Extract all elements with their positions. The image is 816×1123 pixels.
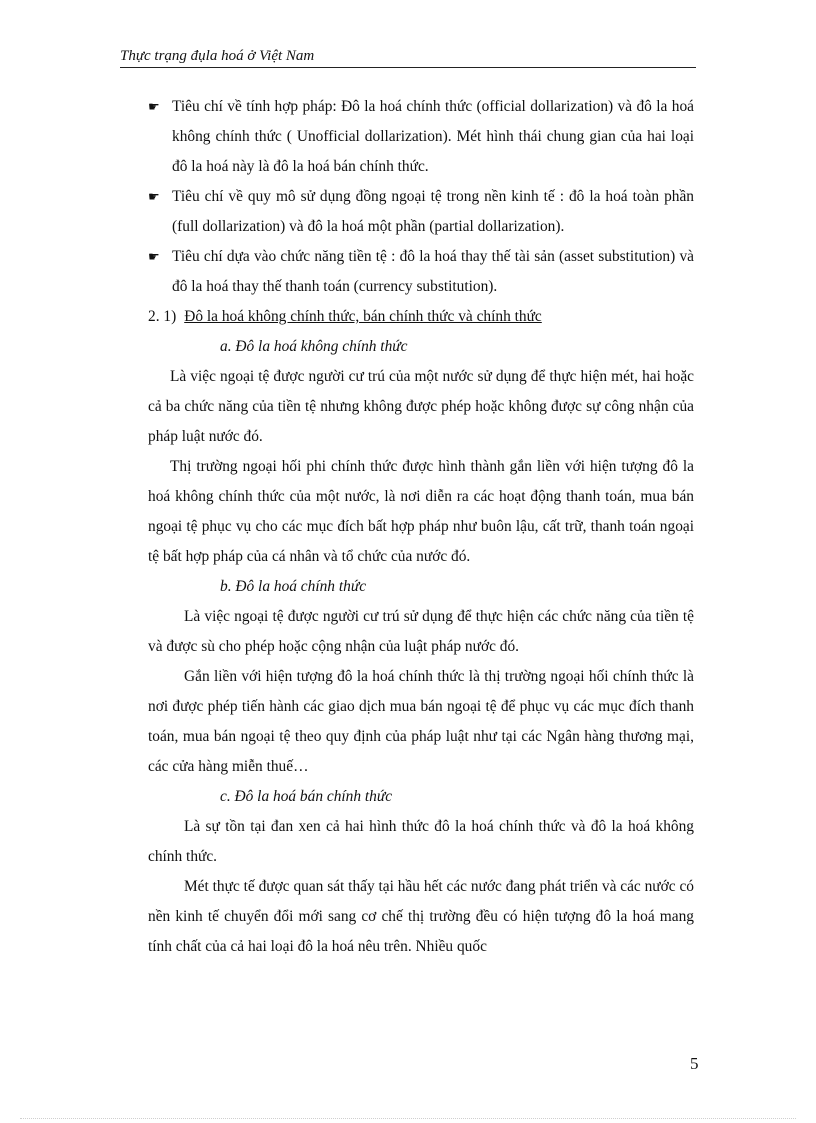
pointing-hand-icon: ☛	[148, 189, 160, 204]
criteria-bullet	[148, 242, 694, 302]
page-number: 5	[690, 1054, 699, 1073]
page-body	[148, 92, 694, 962]
paragraph: Mét thực tế được quan sát thấy tại hầu hết các nước đang phát triển và các nước có nền kinh tế chuyển đổi mới sang cơ chế thị trường đều có hiện tượng đô la hoá mang tính chất của cả hai loại đô la hoá nêu trên. Nhiều quốc	[148, 878, 694, 955]
pointing-hand-icon: ☛	[148, 99, 160, 114]
paragraph: Là việc ngoại tệ được người cư trú của một nước sử dụng để thực hiện mét, hai hoặc cả ba chức năng của tiền tệ nhưng không được phép hoặc không được sự công nhận của pháp luật nước đó.	[148, 368, 694, 445]
section-title: Đô la hoá không chính thức, bán chính thức và chính thức	[184, 308, 542, 325]
section-number: 2. 1)	[148, 308, 177, 325]
criteria-bullet	[148, 182, 694, 242]
bullet-text: Tiêu chí dựa vào chức năng tiền tệ : đô la hoá thay thế tài sản (asset substitution) và đô la hoá thay thế thanh toán (currency substitution).	[172, 248, 694, 295]
section-heading	[148, 302, 694, 332]
page-bottom-divider	[20, 1118, 796, 1119]
subheading-b: b. Đô la hoá chính thức	[220, 578, 367, 595]
criteria-bullet	[148, 92, 694, 182]
paragraph: Là sự tồn tại đan xen cả hai hình thức đô la hoá chính thức và đô la hoá không chính thức.	[148, 818, 694, 865]
header-title: Thực trạng đụla hoá ở Việt Nam	[120, 48, 315, 64]
subheading-a: a. Đô la hoá không chính thức	[220, 338, 408, 355]
paragraph: Gắn liền với hiện tượng đô la hoá chính thức là thị trường ngoại hối chính thức là nơi được phép tiến hành các giao dịch mua bán ngoại tệ để phục vụ các mục đích thanh toán, mua bán ngoại tệ theo quy định của pháp luật như tại các Ngân hàng thương mại, các cửa hàng miễn thuế…	[148, 668, 694, 775]
bullet-text: Tiêu chí về quy mô sử dụng đồng ngoại tệ trong nền kinh tế : đô la hoá toàn phần (full dollarization) và đô la hoá một phần (partial dollarization).	[172, 188, 694, 235]
paragraph: Thị trường ngoại hối phi chính thức được hình thành gắn liền với hiện tượng đô la hoá không chính thức của một nước, là nơi diễn ra các hoạt động thanh toán, mua bán ngoại tệ phục vụ cho các mục đích bất hợp pháp như buôn lậu, cất trữ, thanh toán ngoại tệ bất hợp pháp của cá nhân và tổ chức của nước đó.	[148, 458, 694, 565]
bullet-text: Tiêu chí về tính hợp pháp: Đô la hoá chính thức (official dollarization) và đô la hoá không chính thức ( Unofficial dollarization). Mét hình thái chung gian của hai loại đô la hoá này là đô la hoá bán chính thức.	[172, 98, 694, 175]
subheading-c: c. Đô la hoá bán chính thức	[220, 788, 393, 805]
pointing-hand-icon: ☛	[148, 249, 160, 264]
paragraph: Là việc ngoại tệ được người cư trú sử dụng để thực hiện các chức năng của tiền tệ và được sù cho phép hoặc cộng nhận của luật pháp nước đó.	[148, 608, 694, 655]
running-header	[120, 48, 696, 68]
